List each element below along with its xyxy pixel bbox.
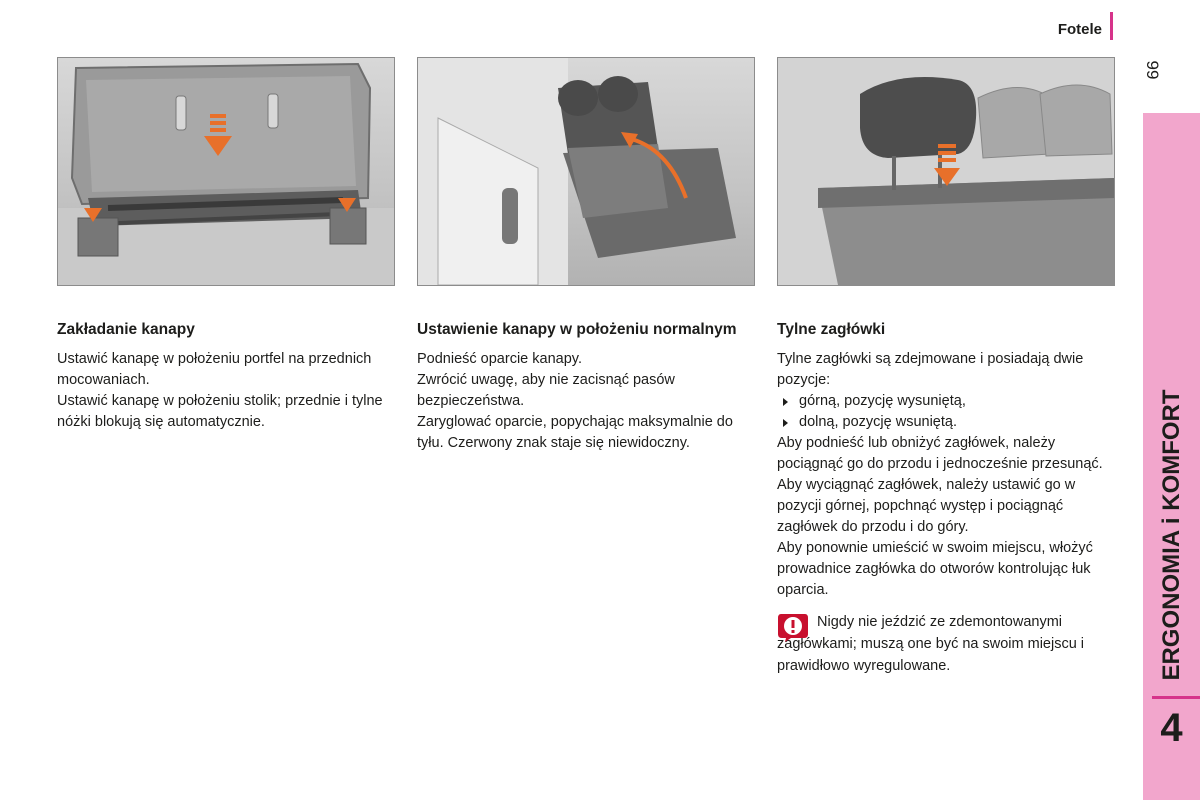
section-title: Zakładanie kanapy: [57, 321, 195, 338]
section-rear-headrests: [777, 320, 1117, 677]
chapter-title-container: [1143, 380, 1200, 690]
section-title: Ustawienie kanapy w położeniu normalnym: [417, 321, 737, 338]
warning-text: Nigdy nie jeździć ze zdemontowanymi zagłówkami; muszą one być na swoim miejscu i prawidłowo wyregulowane.: [777, 614, 1085, 674]
headrest-icon: [860, 77, 976, 158]
paragraph: Aby podnieść lub obniżyć zagłówek, należy pociągnąć go do przodu i jednocześnie przesunąć.: [777, 435, 1103, 472]
section-header-title: Fotele: [1057, 21, 1102, 38]
header-accent-bar: [1110, 12, 1113, 40]
figure-rear-headrests: [777, 57, 1115, 286]
paragraph: Podnieść oparcie kanapy.: [417, 351, 582, 367]
bullet-item: dolną, pozycję wsuniętą.: [777, 412, 1117, 433]
page-number: 99: [1143, 60, 1162, 80]
paragraph: Zwrócić uwagę, aby nie zacisnąć pasów bezpieczeństwa.: [417, 372, 675, 409]
bullet-triangle-icon: [783, 398, 788, 406]
headrest-illustration: [778, 58, 1114, 285]
bench-mount-illustration: [58, 58, 394, 285]
chapter-tab-divider: [1152, 696, 1200, 699]
seatback-illustration: [418, 58, 754, 285]
intro-paragraph: Tylne zagłówki są zdejmowane i posiadają dwie pozycje:: [777, 351, 1084, 388]
figure-rear-bench-fold-down: [57, 57, 395, 286]
paragraph: Aby wyciągnąć zagłówek, należy ustawić go w pozycji górnej, popchnąć występ i pociągnąć zagłówek do przodu i do góry.: [777, 477, 1076, 535]
paragraph: Zaryglować oparcie, popychając maksymalnie do tyłu. Czerwony znak staje się niewidoczny.: [417, 414, 733, 451]
section-bench-fitting: [57, 320, 397, 433]
paragraph: Aby ponownie umieścić w swoim miejscu, włożyć prowadnice zagłówka do otworów kontrolując łuk oparcia.: [777, 540, 1093, 598]
warning-note: [777, 611, 1117, 677]
figure-rear-bench-normal-position: [417, 57, 755, 286]
bullet-triangle-icon: [783, 419, 788, 427]
section-bench-normal-position: [417, 320, 757, 454]
bullet-item: górną, pozycję wysuniętą,: [777, 391, 1117, 412]
warning-exclamation-icon: [777, 612, 809, 642]
section-title: Tylne zagłówki: [777, 321, 886, 338]
paragraph: Ustawić kanapę w położeniu portfel na przednich mocowaniach.: [57, 351, 372, 388]
paragraph: Ustawić kanapę w położeniu stolik; przednie i tylne nóżki blokują się automatycznie.: [57, 393, 383, 430]
chapter-number: 4: [1160, 706, 1183, 750]
chapter-title: ERGONOMIA i KOMFORT: [1157, 389, 1185, 681]
